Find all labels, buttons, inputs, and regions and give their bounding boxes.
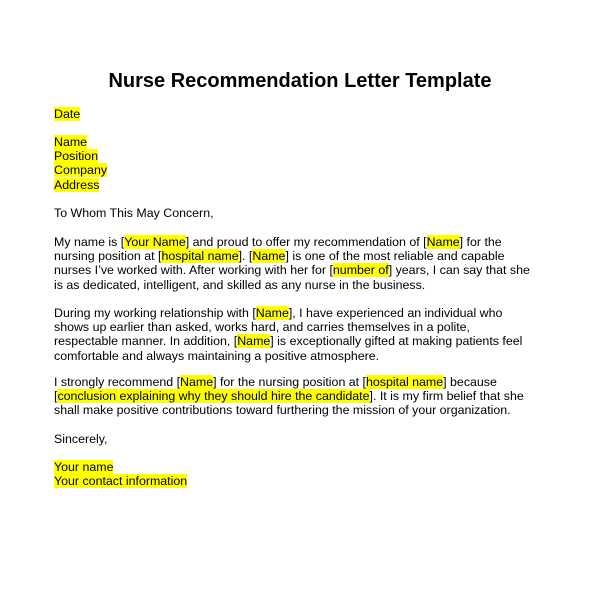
paragraph-line: [conclusion explaining why they should hire the candidate]. It is my firm belief that she xyxy=(54,389,524,404)
your-name-placeholder: Your Name xyxy=(124,235,186,249)
closing-text: Sincerely, xyxy=(54,432,108,446)
number-of-years-placeholder: number of xyxy=(332,263,389,278)
signature-block xyxy=(54,460,554,488)
paragraph-line: My name is [Your Name] and proud to offer my recommendation of [Name] for the xyxy=(54,235,502,249)
date-placeholder: Date xyxy=(54,107,81,121)
paragraph-line: nurses I’ve worked with. After working with her for [number of] years, I can say that she xyxy=(54,263,530,278)
salutation-text: To Whom This May Concern, xyxy=(54,206,214,220)
salutation xyxy=(54,206,554,220)
recipient-name-placeholder: Name xyxy=(54,135,88,149)
paragraph-line: respectable manner. In addition, [Name] is exceptionally gifted at making patients feel xyxy=(54,334,523,349)
closing xyxy=(54,432,554,446)
paragraph-line: shows up earlier than asked, works hard, and carries themselves in a polite, xyxy=(54,320,470,335)
candidate-name-placeholder: Name xyxy=(237,334,271,349)
paragraph-line: I strongly recommend [Name] for the nursing position at [hospital name] because xyxy=(54,375,497,389)
paragraph-line: comfortable and always maintaining a positive atmosphere. xyxy=(54,348,380,363)
recipient-company-placeholder: Company xyxy=(54,163,108,178)
paragraph-2 xyxy=(54,306,554,363)
hospital-name-placeholder: hospital name xyxy=(161,249,239,264)
paragraph-line: is as dedicated, intelligent, and skilled as any nurse in the business. xyxy=(54,277,426,292)
paragraph-line: nursing position at [hospital name]. [Name] is one of the most reliable and capable xyxy=(54,249,505,264)
candidate-name-placeholder: Name xyxy=(180,375,214,389)
candidate-name-placeholder: Name xyxy=(255,306,289,320)
recipient-block xyxy=(54,135,554,192)
your-name-signature-placeholder: Your name xyxy=(54,460,114,474)
candidate-name-placeholder: Name xyxy=(426,235,460,249)
paragraph-line: During my working relationship with [Name], I have experienced an individual who xyxy=(54,306,503,320)
date-block xyxy=(54,107,554,121)
recipient-address-placeholder: Address xyxy=(54,177,100,192)
paragraph-line: shall make positive contributions toward furthering the mission of your organization. xyxy=(54,403,511,418)
paragraph-3 xyxy=(54,375,554,418)
candidate-name-placeholder: Name xyxy=(252,249,286,264)
page-title: Nurse Recommendation Letter Template xyxy=(108,70,492,92)
conclusion-placeholder: conclusion explaining why they should hire the candidate xyxy=(57,389,370,404)
contact-info-placeholder: Your contact information xyxy=(54,474,188,489)
paragraph-1 xyxy=(54,235,554,292)
hospital-name-placeholder: hospital name xyxy=(366,375,444,389)
recipient-position-placeholder: Position xyxy=(54,149,99,164)
